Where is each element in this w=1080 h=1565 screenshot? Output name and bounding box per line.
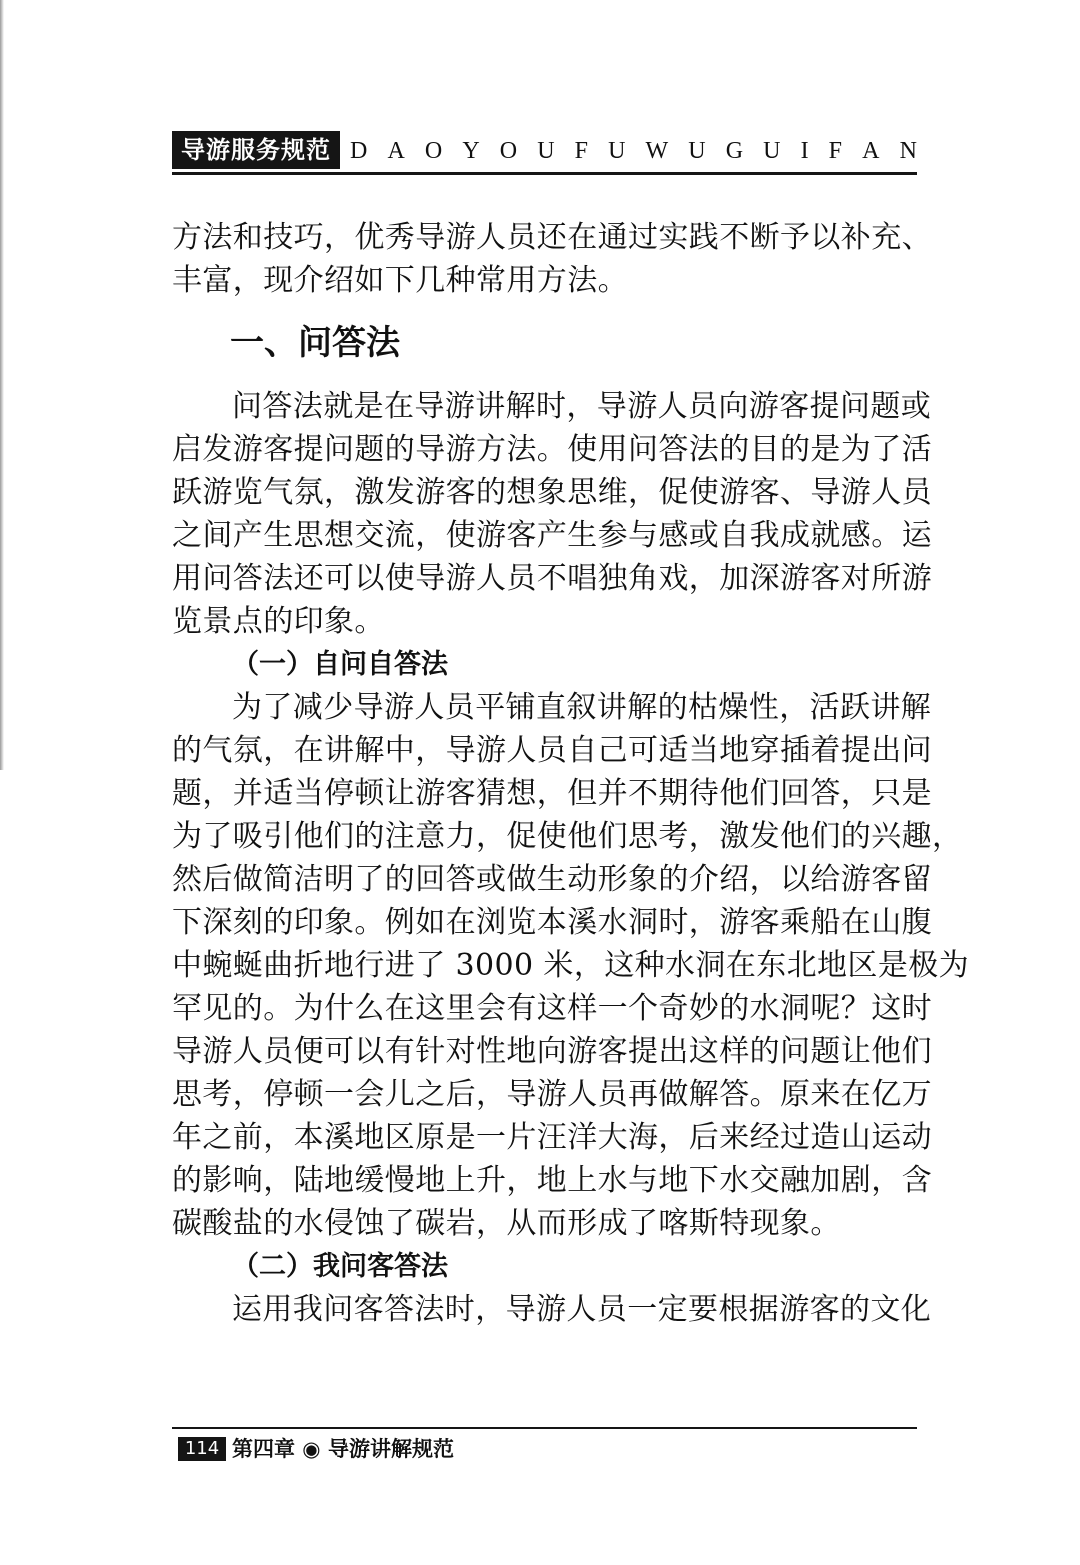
text-line: 用问答法还可以使导游人员不唱独角戏，加深游客对所游 [172, 561, 932, 596]
text-line: 为了吸引他们的注意力，促使他们思考，激发他们的兴趣， [172, 819, 963, 854]
page-edge-shadow [0, 0, 4, 770]
pinyin-letter: D [350, 138, 368, 164]
pinyin-letter: U [763, 138, 781, 164]
pinyin-letter: A [862, 138, 880, 164]
text-line: 启发游客提问题的导游方法。使用问答法的目的是为了活 [172, 432, 932, 467]
pinyin-letter: Y [462, 138, 480, 164]
text-line: 导游人员便可以有针对性地向游客提出这样的问题让他们 [172, 1034, 932, 1069]
text-line: 运用我问客答法时，导游人员一定要根据游客的文化 [232, 1292, 932, 1327]
intro-paragraph [172, 216, 932, 302]
text-line: 下深刻的印象。例如在浏览本溪水洞时，游客乘船在山腹 [172, 905, 932, 940]
subsection-heading: （一）自问自答法 [232, 649, 448, 680]
section-body [172, 385, 970, 1331]
running-header [172, 128, 917, 180]
running-footer [172, 1427, 917, 1467]
pinyin-letter: U [688, 138, 706, 164]
pinyin-letter: O [424, 138, 443, 164]
pinyin-letter: W [645, 138, 669, 164]
text-line: 然后做简洁明了的回答或做生动形象的介绍，以给游客留 [172, 862, 932, 897]
text-line: 中蜿蜒曲折地行进了 3000 米，这种水洞在东北地区是极为 [172, 948, 970, 983]
pinyin-letter: N [899, 138, 917, 164]
pinyin-title [350, 136, 917, 166]
text-line: 碳酸盐的水侵蚀了碳岩，从而形成了喀斯特现象。 [172, 1206, 841, 1241]
pinyin-letter: F [828, 138, 843, 164]
pinyin-letter: U [537, 138, 555, 164]
text-line: 丰富，现介绍如下几种常用方法。 [172, 263, 628, 298]
section-heading: 一、问答法 [230, 323, 400, 363]
text-line: 览景点的印象。 [172, 604, 385, 639]
pinyin-letter: U [608, 138, 626, 164]
text-line: 的气氛，在讲解中，导游人员自己可适当地穿插着提出问 [172, 733, 932, 768]
pinyin-letter: A [387, 138, 405, 164]
text-line: 罕见的。为什么在这里会有这样一个奇妙的水洞呢？这时 [172, 991, 932, 1026]
footer-rule [172, 1427, 917, 1429]
header-rule [172, 172, 917, 175]
text-line: 思考，停顿一会儿之后，导游人员再做解答。原来在亿万 [172, 1077, 932, 1112]
page-number: 114 [178, 1437, 226, 1461]
text-line: 跃游览气氛，激发游客的想象思维，促使游客、导游人员 [172, 475, 932, 510]
subsection-heading: （二）我问客答法 [232, 1251, 448, 1282]
text-line: 的影响，陆地缓慢地上升，地上水与地下水交融加剧，含 [172, 1163, 932, 1198]
pinyin-letter: G [725, 138, 744, 164]
text-line: 题，并适当停顿让游客猜想，但并不期待他们回答，只是 [172, 776, 932, 811]
book-title-label: 导游服务规范 [172, 131, 340, 169]
text-line: 为了减少导游人员平铺直叙讲解的枯燥性，活跃讲解 [232, 690, 932, 725]
text-line: 之间产生思想交流，使游客产生参与感或自我成就感。运 [172, 518, 932, 553]
text-line: 方法和技巧，优秀导游人员还在通过实践不断予以补充、 [172, 220, 932, 255]
pinyin-letter: F [574, 138, 588, 164]
text-line: 年之前，本溪地区原是一片汪洋大海，后来经过造山运动 [172, 1120, 932, 1155]
pinyin-letter: I [800, 138, 809, 164]
chapter-title: 第四章 ◉ 导游讲解规范 [232, 1437, 454, 1461]
pinyin-letter: O [499, 138, 518, 164]
text-line: 问答法就是在导游讲解时，导游人员向游客提问题或 [232, 389, 932, 424]
